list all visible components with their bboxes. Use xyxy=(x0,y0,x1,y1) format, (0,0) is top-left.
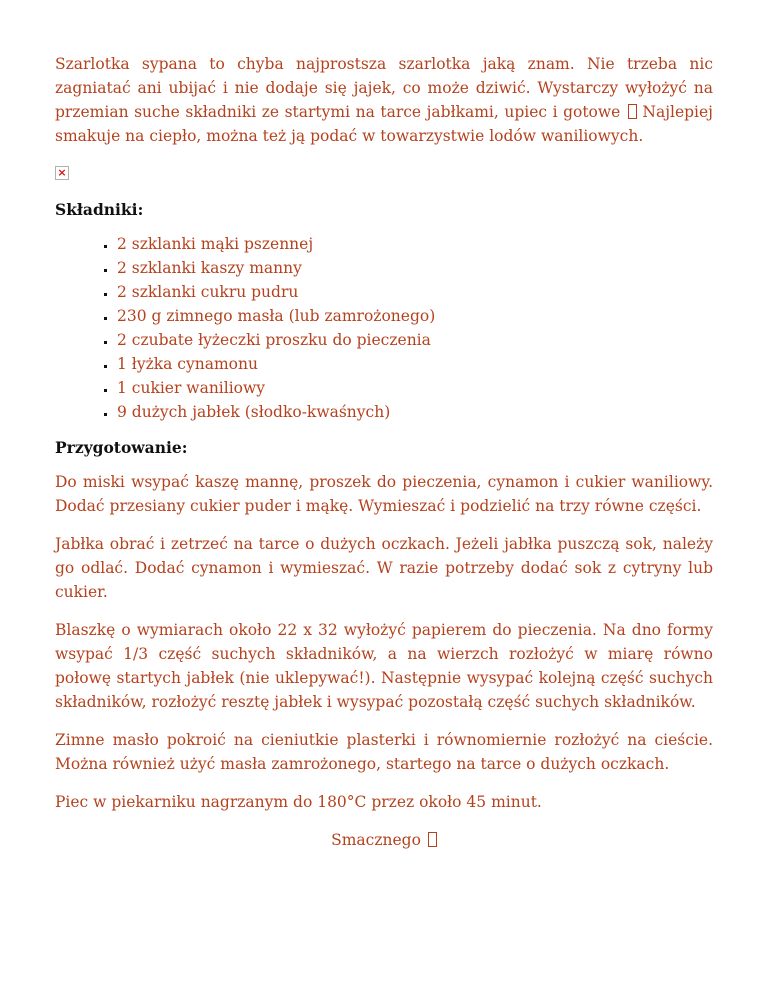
ingredients-heading: Składniki: xyxy=(55,200,144,219)
intro-text: Szarlotka sypana to chyba najprostsza szarlotka jaką znam. Nie trzeba nic zagniatać ani ubijać i nie dodaje się jajek, co może dziwić. Wystarczy wyłożyć na przemian suche składniki ze startymi na tarce jabłkami, upiec i gotowe xyxy=(55,55,713,121)
intro-tail-text: Najlepiej smakuje na ciepło, można też ją podać w towarzystwie lodów waniliowych. xyxy=(55,103,713,145)
ingredient-item: ▪ 2 szklanki mąki pszennej xyxy=(117,232,713,256)
ingredient-item: ▪ 1 łyżka cynamonu xyxy=(117,352,713,376)
closing-text: Smacznego xyxy=(331,831,421,849)
preparation-step: Blaszkę o wymiarach około 22 x 32 wyłożyć papierem do pieczenia. Na dno formy wsypać 1/3 część suchych składników, a na wierzch rozłożyć w miarę równo połowę startych jabłek (nie uklepywać!). Następnie wysypać kolejną część suchych składników, rozłożyć resztę jabłek i wysypać pozostałą część suchych składników. xyxy=(55,621,713,711)
ingredient-item: ▪ 9 dużych jabłek (słodko-kwaśnych) xyxy=(117,400,713,424)
ingredient-item: ▪ 1 cukier waniliowy xyxy=(117,376,713,400)
ingredient-item: ▪ 230 g zimnego masła (lub zamrożonego) xyxy=(117,304,713,328)
ingredient-item: ▪ 2 czubate łyżeczki proszku do pieczenia xyxy=(117,328,713,352)
ingredient-item: ▪ 2 szklanki cukru pudru xyxy=(117,280,713,304)
preparation-heading: Przygotowanie: xyxy=(55,438,188,457)
broken-image-icon[interactable]: × xyxy=(55,166,69,180)
preparation-step: Piec w piekarniku nagrzanym do 180°C przez około 45 minut. xyxy=(55,793,542,811)
ingredient-item: ▪ 2 szklanki kaszy manny xyxy=(117,256,713,280)
missing-glyph-icon xyxy=(628,104,637,119)
closing-line xyxy=(55,828,713,852)
preparation-step: Do miski wsypać kaszę mannę, proszek do pieczenia, cynamon i cukier waniliowy. Dodać przesiany cukier puder i mąkę. Wymieszać i podzielić na trzy równe części. xyxy=(55,473,713,515)
missing-glyph-icon xyxy=(428,832,437,847)
preparation-step: Zimne masło pokroić na cieniutkie plasterki i równomiernie rozłożyć na cieście. Można również użyć masła zamrożonego, startego na tarce o dużych oczkach. xyxy=(55,731,713,773)
ingredients-list xyxy=(55,232,713,424)
intro-paragraph xyxy=(55,52,713,148)
preparation-step: Jabłka obrać i zetrzeć na tarce o dużych oczkach. Jeżeli jabłka puszczą sok, należy go odlać. Dodać cynamon i wymieszać. W razie potrzeby dodać sok z cytryny lub cukier. xyxy=(55,535,713,601)
article-content xyxy=(55,52,713,866)
